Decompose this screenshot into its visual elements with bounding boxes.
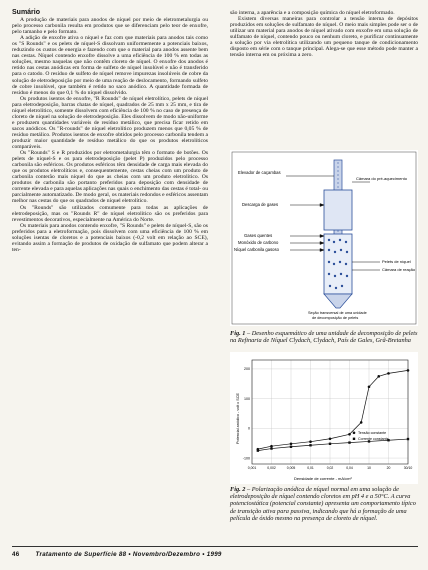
figure-1-caption-text: Desenho esquemático de uma unidade de decomposição de pelets na Refinaria de Níquel Clydach, Clydach, País de Gales, Grã-Bretanha [230, 330, 418, 345]
x-tick-label: 0,04 [346, 466, 353, 470]
y-tick-label: 200 [244, 367, 250, 372]
data-point [387, 372, 390, 375]
y-tick-label: 100 [244, 396, 250, 401]
data-point [329, 437, 332, 440]
x-tick-label: 0,005 [286, 466, 296, 470]
data-point [360, 421, 363, 424]
left-column [12, 10, 208, 253]
data-point [368, 385, 371, 388]
page-footer [12, 551, 222, 558]
paragraph: Os "Rounds" S e R produzidos por eletrometalurgia têm o formato de botões. Os pelets de níquel-S e os para eletrodeposição (pelet P) produzidos pelo processo carbonila são esféricos. Os produtos esféricos têm densidade de carga mais elevada do que os produtos eletrolíticos e, consequentemente, cestas cheias com um produto de carbonila conterão mais níquel do que as cheias com um produto eletrolítico. Os produtos de carbonila são portanto preferidos para deposição com densidade de corrente elevada e para aquelas aplicações nas quais o enchimento das cestas é total- ou parcialmente automatizado. De modo geral, os materiais redondos e esféricos assentam melhor nas cestas do que os quadrados de níquel eletrolítico. [12, 150, 209, 205]
data-point [377, 375, 380, 378]
label-co: Monóxido de carbono [238, 240, 279, 245]
figure-2-caption: Fig. 2 – Polarização anódica de níquel normal em uma solução de eletrodeposição de níquel contendo cloretos em pH 4 e a 50°C. A curva potenciostática (potencial constante) apresenta um comportamento típico de transição ativa para passiva, indicando que há a formação de uma película de óxido mesmo na presença de cloreto de níquel. [230, 486, 416, 522]
footer-journal: Tratamento de Superfície 88 • Novembro/Dezembro • 1999 [35, 551, 222, 558]
x-tick-label: 0,01 [307, 466, 314, 470]
figure-2-caption-text: Polarização anódica de níquel normal em uma solução de eletrodeposição de níquel contendo cloretos em pH 4 e a 50°C. A curva potenciostática (potencial constante) apresenta um comportamento típico de transição ativa para passiva, indicando que há a formação de uma película de óxido mesmo na presença de cloreto de níquel. [230, 486, 416, 522]
paragraph: A adição de enxofre ativa o níquel e faz com que materiais para anodos tais como os "S Rounds" e os pelets de níquel-S dissolvam uniformemente a potenciais baixos, reduzindo os custos de energia e fazendo com que o material para anodos assente bem nas cestas. Níquel contendo enxofre dissolve a uma eficiência de 100 % em todas as soluções, mesmo naquelas que não contêm cloreto de níquel. O enxofre dos anodos é retido nas cestas anódicas em forma de sulfeto de níquel insolúvel e não é transferido para o catodo. O resíduo de sulfeto de níquel remove impurezas insolúveis de cobre da solução de eletrodeposição por meio de uma reação de deslocamento, formando sulfeto de cobre insolúvel, que também é retido no saco anódico. A quantidade formada de resíduo é menos do que 0,1 % do níquel dissolvido. [12, 35, 208, 96]
paragraph: Os produtos isentos de enxofre, "R Rounds" de níquel eletrolítico, pelets de níquel para eletrodeposição, barras chatas de níquel, quadrados de 25 mm x 25 mm, e tira de níquel eletrolítico, somente dissolvem com eficiência de 100 % no caso de presença de cloreto de níquel na solução de eletrodeposição. Eles dissolvem de modo não-uniforme e produzem quantidades variáveis de resíduo metálico, que precisa ficar retido em sacos anódicos. Os "R-rounds" de níquel eletrolítico produzem menos que 0,05 % de resíduo metálico. Produtos isentos de enxofre obtidos pelo processo carbonila tendem a produzir maior quantidade de resíduo metálico do que os produtos eletrolíticos comparáveis. [12, 95, 208, 151]
y-tick-label: 0 [248, 426, 250, 431]
figure-2-label: Fig. 2 [230, 486, 246, 493]
data-point [290, 442, 293, 445]
legend-marker [353, 432, 356, 435]
figure-1-label: Fig. 1 [230, 330, 246, 337]
label-elevator: Elevador de caçambas [238, 170, 281, 175]
y-tick-label: -100 [242, 456, 250, 461]
label-hot-gases: Gases quentes [244, 233, 273, 238]
paragraph: são interna, a aparência e a composição química do níquel eletroformado. [230, 10, 395, 16]
legend-label: Tensão constante [358, 431, 387, 435]
label-gas-discharge: Descarga de gases [242, 202, 279, 207]
data-point [270, 445, 273, 448]
summary-heading: Sumário [12, 9, 41, 16]
reaction-chamber [324, 234, 352, 294]
data-point [309, 444, 311, 446]
label-pellets: Pelets de níquel [382, 259, 411, 264]
figure-1-caption: Fig. 1 – Desenho esquemático de uma unidade de decomposição de pelets na Refinaria de Níquel Clydach, Clydach, País de Gales, Grã-Bretanha [230, 330, 418, 345]
paragraph: Existem diversas maneiras para controlar a tensão interna de depósitos produzidos em soluções de sulfamato de níquel. O meio mais simples pode ser o de utilizar um material para anodos de níquel ativado com enxofre em uma solução de sulfamato de níquel, contendo pouco ou nenhum cloreto, e purificar continuamente a solução por via eletrolítica utilizando um pequeno tanque de condicionamento disposto em série com o tanque principal. Alega-se que esse método pode manter a tensão interna em ou próxima a zero. [230, 16, 418, 59]
legend-label: Corrente constante [358, 437, 389, 441]
x-tick-label: 20 [386, 466, 391, 470]
x-tick-label: 10 [367, 466, 371, 470]
paragraph: A produção de materiais para anodos de níquel por meio de eletrometalurgia ou pelo processo carbonila resulta em produtos que se diferenciam pelo teor de enxofre, pelo tamanho e pelo formato. [12, 17, 208, 36]
label-section-2: de decomposição de pelets [312, 316, 359, 320]
data-point [348, 433, 351, 436]
x-tick-label: 0,02 [326, 466, 334, 470]
data-point [348, 441, 350, 443]
paragraph: Os "Rounds" são utilizados comumente para todas as aplicações de eletrodeposição, mas os "Rounds R" de níquel eletrolítico são os preferidos para revestimentos decorativos, especialmente na América do Norte. [12, 204, 208, 223]
data-point [290, 446, 292, 448]
data-point [329, 443, 331, 445]
chart-x-label: Densidade de corrente - mA/cm² [294, 476, 352, 481]
x-tick-label: 30/10 [403, 466, 413, 470]
page-number: 46 [12, 551, 20, 558]
right-column [230, 10, 418, 58]
figure-2-chart [230, 352, 418, 484]
label-preheat: Câmara do pré-aquecimento [356, 176, 407, 181]
data-point [257, 449, 259, 451]
data-point [270, 447, 272, 449]
x-tick-label: 0,002 [267, 466, 276, 470]
footer-rule [12, 546, 418, 547]
legend-marker [353, 438, 355, 440]
data-point [407, 369, 410, 372]
data-point [309, 440, 312, 443]
figure-1-schematic [230, 150, 418, 326]
x-tick-label: 0,001 [247, 466, 257, 470]
label-nickel-carbonyl: Níquel carbonila gasoso [234, 247, 279, 252]
preheat-chamber [324, 190, 352, 230]
paragraph: Os materiais para anodos contendo enxofre, "S Rounds" e pelets de níquel-S, são os preferidos para a eletroformação, pois dissolvem com uma eficiência de 100 % em soluções isentas de cloretos e a potenciais baixos (-0,2 volt em relação ao SCE), evitando assim a formação de produtos de oxidação de sulfamato que podem alterar a ten- [12, 222, 208, 253]
label-section: Seção transversal de uma unidade [308, 311, 367, 315]
chart-y-label: Potencial anódico - volt x SCE [236, 392, 240, 444]
label-reaction-chamber: Câmara de reação [382, 267, 416, 272]
data-point [407, 438, 409, 440]
